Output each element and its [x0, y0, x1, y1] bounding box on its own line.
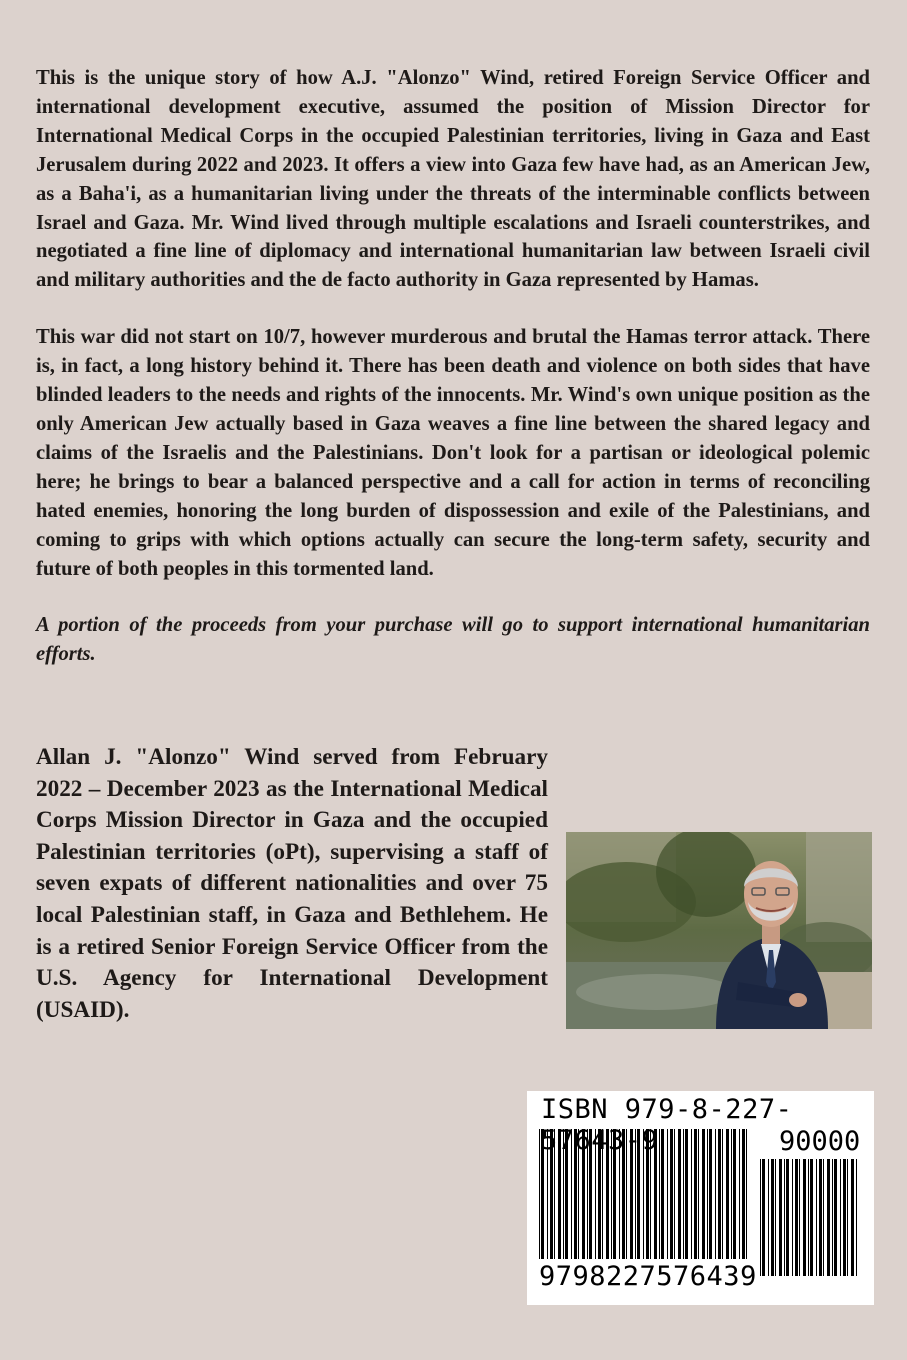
price-code: 90000 [779, 1126, 861, 1157]
blurb-paragraph-1: This is the unique story of how A.J. "Alonzo" Wind, retired Foreign Service Officer and international development executive, assumed the position of Mission Director for International Medical Corps in the occupied Palestinian territories, living in Gaza and East Jerusalem during 2022 and 2023. It offers a view into Gaza few have had, as an American Jew, as a Baha'i, as a humanitarian living under the threats of the interminable conflicts between Israel and Gaza. Mr. Wind lived through multiple escalations and Israeli counterstrikes, and negotiated a fine line of diplomacy and international humanitarian law between Israeli civil and military authorities and the de facto authority in Gaza represented by Hamas. [36, 67, 870, 292]
ean-digits: 9798227576439 [539, 1261, 757, 1292]
proceeds-note: A portion of the proceeds from your purchase will go to support international humanitarian efforts. [36, 614, 870, 666]
back-cover-blurb [36, 64, 870, 697]
author-bio: Allan J. "Alonzo" Wind served from February 2022 – December 2023 as the International Medical Corps Mission Director in Gaza and the occupied Palestinian territories (oPt), supervising a staff of seven expats of different nationalities and over 75 local Palestinian staff, in Gaza and Bethlehem. He is a retired Senior Foreign Service Officer from the U.S. Agency for International Development (USAID). [36, 744, 548, 1023]
isbn-barcode [527, 1091, 874, 1305]
isbn-label: ISBN 979-8-227-57643-9 [541, 1094, 793, 1156]
blurb-paragraph-2: This war did not start on 10/7, however murderous and brutal the Hamas terror attack. There is, in fact, a long history behind it. There has been death and violence on both sides that have blinded leaders to the needs and rights of the innocents. Mr. Wind's own unique position as the only American Jew actually based in Gaza weaves a fine line between the shared legacy and claims of the Israelis and the Palestinians. Don't look for a partisan or ideological polemic here; he brings to bear a balanced perspective and a call for action in terms of reconciling hated enemies, honoring the long burden of dispossession and exile of the Palestinians, and coming to grips with which options actually can secure the long-term safety, security and future of both peoples in this tormented land. [36, 326, 870, 580]
author-photo [566, 832, 872, 1029]
